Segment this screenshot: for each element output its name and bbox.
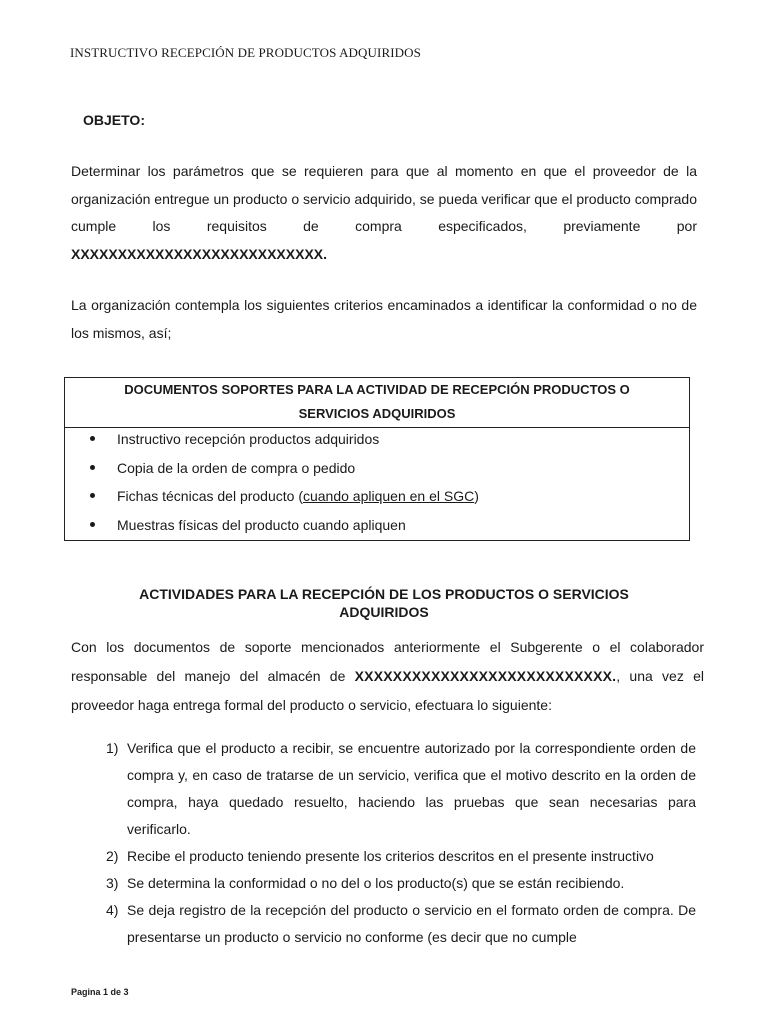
step-item	[106, 897, 696, 951]
documents-table-header-line2: SERVICIOS ADQUIRIDOS	[298, 406, 456, 421]
step-text: Se deja registro de la recepción del producto o servicio en el formato orden de compra. De presentarse un producto o servicio no conforme (es decir que no cumple	[127, 902, 696, 945]
page-number: Pagina 1 de 3	[71, 987, 129, 997]
objeto-paragraph-bold: XXXXXXXXXXXXXXXXXXXXXXXXXXX.	[71, 245, 328, 262]
activities-intro	[71, 633, 704, 720]
bullet-icon	[90, 522, 95, 527]
activities-title	[100, 585, 668, 621]
step-text: Recibe el producto teniendo presente los criterios descritos en el presente instructivo	[127, 848, 654, 864]
step-number: 3)	[106, 875, 119, 891]
documents-table	[64, 377, 690, 541]
list-item-text-underlined: cuando apliquen en el SGC	[302, 488, 475, 504]
documents-list	[65, 428, 689, 542]
activities-intro-before: Con los documentos de soporte mencionados anteriormente el Subgerente o el colaborador responsable del manejo del almacén de	[71, 639, 704, 684]
document-header: INSTRUCTIVO RECEPCIÓN DE PRODUCTOS ADQUIRIDOS	[70, 45, 421, 60]
objeto-title: OBJETO:	[83, 112, 145, 128]
list-item	[65, 457, 689, 486]
list-item-text: Muestras físicas del producto cuando apliquen	[117, 516, 406, 533]
list-item-text-before: Fichas técnicas del producto (	[117, 488, 303, 504]
list-item	[65, 485, 689, 514]
objeto-paragraph-text: Determinar los parámetros que se requieren para que al momento en que el proveedor de la organización entregue un producto o servicio adquirido, se pueda verificar que el producto comprado cumple los requisitos de compra especificados, previamente por	[71, 163, 697, 234]
bullet-icon	[90, 465, 95, 470]
step-text: Verifica que el producto a recibir, se encuentre autorizado por la correspondiente orden de compra y, en caso de tratarse de un servicio, verifica que el motivo descrito en la orden de compra, haya quedado resuelto, haciendo las pruebas que sean necesarias para verificarlo.	[127, 740, 696, 837]
activities-intro-after: , una vez el proveedor haga entrega formal del producto o servicio, efectuara lo siguiente:	[71, 668, 704, 713]
step-item	[106, 843, 696, 870]
list-item-text-after: )	[474, 488, 479, 504]
bullet-icon	[90, 493, 95, 498]
activities-intro-bold: XXXXXXXXXXXXXXXXXXXXXXXXXXX.	[354, 668, 617, 684]
step-number: 2)	[106, 848, 119, 864]
activities-title-line1: ACTIVIDADES PARA LA RECEPCIÓN DE LOS PRODUCTOS O SERVICIOS	[139, 586, 629, 602]
list-item	[65, 428, 689, 457]
list-item	[65, 514, 689, 543]
step-number: 4)	[106, 902, 119, 918]
documents-table-header-line1: DOCUMENTOS SOPORTES PARA LA ACTIVIDAD DE RECEPCIÓN PRODUCTOS O	[124, 382, 630, 397]
documents-table-header	[65, 378, 689, 428]
objeto-paragraph	[71, 158, 697, 268]
activities-title-line2: ADQUIRIDOS	[339, 604, 429, 620]
steps-list	[106, 735, 696, 951]
list-item-text: Instructivo recepción productos adquiridos	[117, 431, 380, 447]
step-item	[106, 870, 696, 897]
step-number: 1)	[106, 740, 119, 756]
step-item	[106, 735, 696, 843]
criteria-paragraph: La organización contempla los siguientes criterios encaminados a identificar la conformidad o no de los mismos, así;	[71, 297, 697, 341]
step-text: Se determina la conformidad o no del o los producto(s) que se están recibiendo.	[127, 875, 625, 891]
bullet-icon	[90, 436, 95, 441]
list-item-text: Copia de la orden de compra o pedido	[117, 459, 356, 476]
